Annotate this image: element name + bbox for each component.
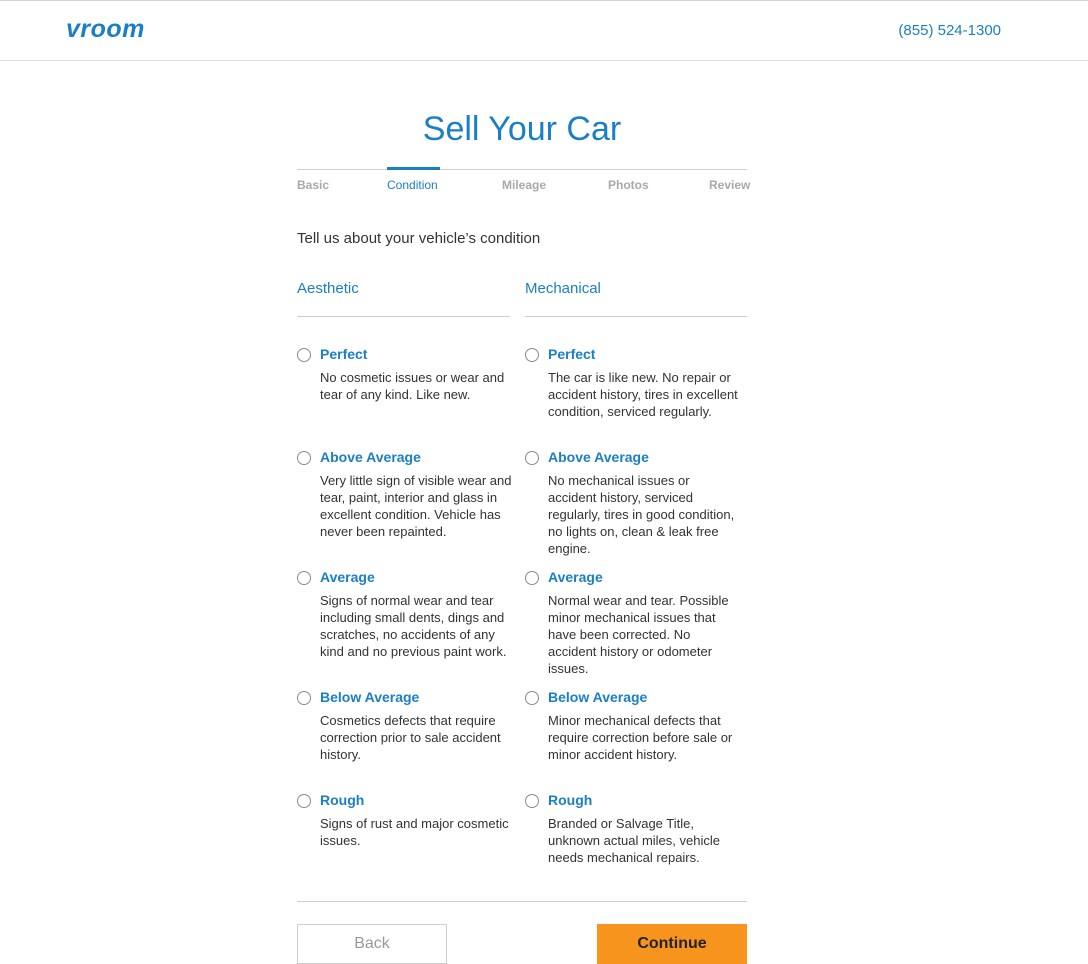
continue-button[interactable]: Continue — [597, 924, 747, 964]
option-description: The car is like new. No repair or accident history, tires in excellent condition, serviced regularly. — [548, 370, 738, 419]
option-description: Cosmetics defects that require correction prior to sale accident history. — [320, 713, 501, 762]
option-title[interactable]: Average — [548, 569, 603, 585]
option-description: Signs of rust and major cosmetic issues. — [320, 816, 509, 848]
mechanical-above-average-radio[interactable] — [525, 451, 539, 465]
aesthetic-heading: Aesthetic — [297, 280, 510, 317]
page-title: Sell Your Car — [422, 110, 622, 148]
intro-text: Tell us about your vehicle’s condition — [297, 230, 541, 247]
aesthetic-below-average-radio[interactable] — [297, 691, 311, 705]
option-title[interactable]: Rough — [320, 792, 365, 808]
option-title[interactable]: Above Average — [320, 449, 421, 465]
footer-divider — [297, 901, 747, 902]
option-description: Signs of normal wear and tear including small dents, dings and scratches, no accidents of any kind and no previous paint work. — [320, 593, 507, 659]
option-title[interactable]: Below Average — [548, 689, 648, 705]
vroom-logo[interactable]: vroom — [66, 15, 145, 43]
aesthetic-rough-radio[interactable] — [297, 794, 311, 808]
option-title[interactable]: Perfect — [320, 346, 368, 362]
step-basic[interactable]: Basic — [297, 178, 330, 192]
aesthetic-above-average-radio[interactable] — [297, 451, 311, 465]
option-description: No cosmetic issues or wear and tear of any kind. Like new. — [320, 370, 505, 402]
mechanical-average-radio[interactable] — [525, 571, 539, 585]
option-description: Branded or Salvage Title, unknown actual miles, vehicle needs mechanical repairs. — [548, 816, 720, 865]
site-header — [0, 0, 1088, 61]
mechanical-rough-radio[interactable] — [525, 794, 539, 808]
active-step-indicator — [387, 167, 440, 170]
back-button[interactable]: Back — [297, 924, 447, 964]
step-review[interactable]: Review — [709, 178, 751, 192]
mechanical-heading: Mechanical — [525, 280, 747, 317]
option-title[interactable]: Perfect — [548, 346, 596, 362]
phone-link[interactable]: (855) 524-1300 — [898, 22, 1001, 39]
option-description: No mechanical issues or accident history, serviced regularly, tires in good condition, no lights on, clean & leak free engine. — [548, 473, 735, 556]
option-description: Normal wear and tear. Possible minor mechanical issues that have been corrected. No accident history or odometer issues. — [548, 593, 729, 676]
option-title[interactable]: Below Average — [320, 689, 420, 705]
progress-steps — [297, 169, 751, 196]
option-title[interactable]: Average — [320, 569, 375, 585]
aesthetic-perfect-radio[interactable] — [297, 348, 311, 362]
step-photos[interactable]: Photos — [608, 178, 649, 192]
step-condition[interactable]: Condition — [387, 178, 438, 192]
mechanical-below-average-radio[interactable] — [525, 691, 539, 705]
option-description: Very little sign of visible wear and tear, paint, interior and glass in excellent condition. Vehicle has never been repainted. — [320, 473, 512, 539]
option-title[interactable]: Above Average — [548, 449, 649, 465]
aesthetic-average-radio[interactable] — [297, 571, 311, 585]
option-title[interactable]: Rough — [548, 792, 593, 808]
mechanical-perfect-radio[interactable] — [525, 348, 539, 362]
option-description: Minor mechanical defects that require correction before sale or minor accident history. — [548, 713, 733, 762]
step-mileage[interactable]: Mileage — [502, 178, 547, 192]
